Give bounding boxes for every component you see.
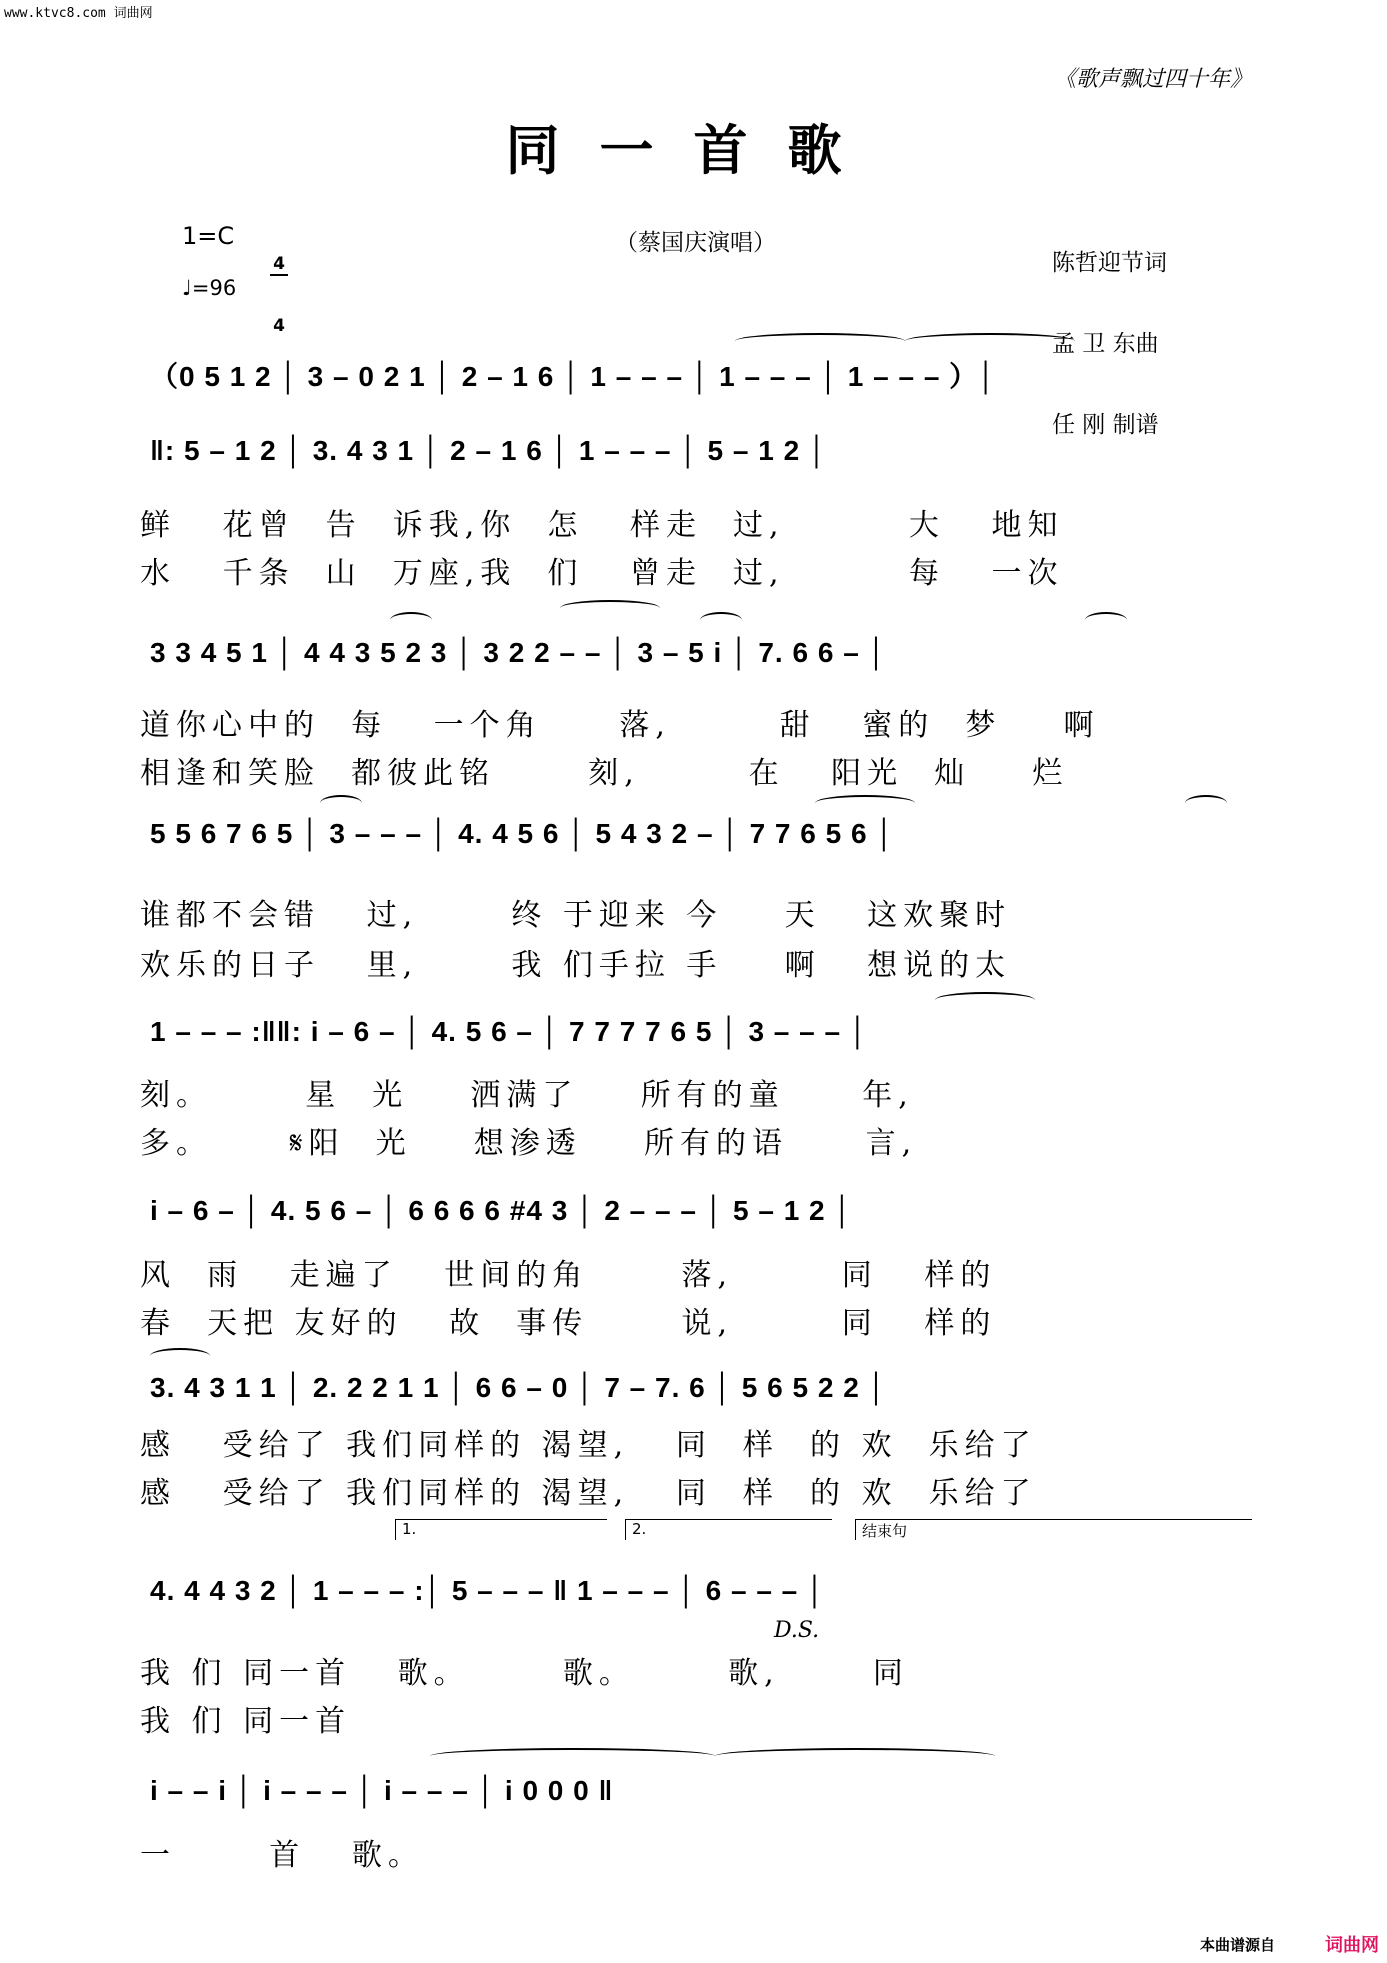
lyric-line: 感 受给了 我们同样的 渴望, 同 样 的 欢 乐给了 — [140, 1428, 1037, 1463]
footer-brand[interactable]: 词曲网 — [1325, 1935, 1379, 1956]
lyric-line: 鲜 花曾 告 诉我,你 怎 样走 过, 大 地知 — [140, 508, 1064, 543]
notation-row-4: 5 5 6 7 6 5 │ 3 – – – │ 4. 4 5 6 │ 5 4 3 2 – │ 7 7 6 5 6 │ — [150, 818, 895, 849]
slur — [935, 992, 1035, 1008]
slur — [735, 333, 905, 349]
credits — [1052, 196, 1167, 466]
notation-row-3: 3 3 4 5 1 │ 4 4 3 5 2 3 │ 3 2 2 – – │ 3 – 5 i │ 7. 6 6 – │ — [150, 637, 888, 668]
slur — [430, 1748, 715, 1764]
lyric-line: 春 天把 友好的 故 事传 说, 同 样的 — [140, 1306, 997, 1341]
notation-row-7: 3. 4 3 1 1 │ 2. 2 2 1 1 │ 6 6 – 0 │ 7 – 7. 6 │ 5 6 5 2 2 │ — [150, 1372, 888, 1403]
time-top: 4 — [270, 254, 288, 276]
slur — [815, 795, 915, 811]
slur — [700, 612, 742, 628]
lyric-line: 风 雨 走遍了 世间的角 落, 同 样的 — [140, 1258, 997, 1293]
notation-row-8: 4. 4 4 3 2 │ 1 – – – :│ 5 – – – ‖ 1 – – – │ 6 – – – │ — [150, 1575, 826, 1606]
notation-row-6: i – 6 – │ 4. 5 6 – │ 6 6 6 6 #4 3 │ 2 – – – │ 5 – 1 2 │ — [150, 1195, 853, 1226]
footer-source: 本曲谱源自 — [1199, 1936, 1275, 1954]
lyric-line: 道你心中的 每 一个角 落, 甜 蜜的 梦 啊 — [140, 708, 1100, 743]
page-title: 同一首歌 — [505, 119, 882, 182]
volta-1: 1. — [395, 1519, 607, 1540]
notation-row-9: i – – i │ i – – – │ i – – – │ i 0 0 0 ‖ — [150, 1775, 614, 1806]
slur — [1085, 612, 1127, 628]
lyric-line: 刻。 星 光 洒满了 所有的童 年, — [140, 1078, 914, 1113]
slur — [1185, 795, 1227, 811]
slur — [320, 795, 362, 811]
notation-row-2: ‖: 5 – 1 2 │ 3. 4 3 1 │ 2 – 1 6 │ 1 – – – │ 5 – 1 2 │ — [150, 435, 828, 466]
lyric-line: 谁都不会错 过, 终 于迎来 今 天 这欢聚时 — [140, 898, 1012, 933]
ds-marking: D.S. — [774, 1618, 820, 1643]
coda-label: 结束句 — [855, 1519, 1252, 1540]
singer: （蔡国庆演唱） — [615, 230, 776, 256]
lyric-line: 感 受给了 我们同样的 渴望, 同 样 的 欢 乐给了 — [140, 1476, 1037, 1511]
notation-row-1: （0 5 1 2 │ 3 – 0 2 1 │ 2 – 1 6 │ 1 – – – │ 1 – – – │ 1 – – – ）│ — [150, 361, 997, 392]
site-url: www.ktvc8.com 词曲网 — [4, 6, 153, 21]
slur — [715, 1748, 995, 1764]
lyric-line: 我 们 同一首 歌。 歌。 歌, 同 — [140, 1656, 909, 1691]
lyric-line: 欢乐的日子 里, 我 们手拉 手 啊 想说的太 — [140, 948, 1012, 983]
key-signature: 1=C — [182, 222, 235, 250]
slur — [905, 333, 1075, 349]
album-name: 《歌声飘过四十年》 — [1053, 67, 1252, 92]
tempo-mark: ♩=96 — [182, 276, 237, 300]
slur — [560, 600, 660, 616]
notation-row-5: 1 – – – :‖‖: i – 6 – │ 4. 5 6 – │ 7 7 7 7 6 5 │ 3 – – – │ — [150, 1016, 869, 1047]
time-signature — [270, 214, 288, 356]
lyric-line: 我 们 同一首 — [140, 1704, 352, 1739]
lyric-line: 多。 𝄋阳 光 想渗透 所有的语 言, — [140, 1126, 918, 1161]
credit-lyricist: 陈哲迎节词 — [1052, 250, 1167, 276]
lyric-line: 一 首 歌。 — [140, 1838, 424, 1873]
slur — [150, 1348, 210, 1364]
lyric-line: 水 千条 山 万座,我 们 曾走 过, 每 一次 — [140, 556, 1064, 591]
volta-2: 2. — [625, 1519, 832, 1540]
slur — [390, 612, 432, 628]
time-bottom: 4 — [273, 316, 285, 336]
lyric-line: 相逢和笑脸 都彼此铭 刻, 在 阳光 灿 烂 — [140, 756, 1069, 791]
credit-arranger: 任 刚 制谱 — [1052, 412, 1159, 438]
credit-composer: 孟 卫 东曲 — [1052, 331, 1159, 357]
